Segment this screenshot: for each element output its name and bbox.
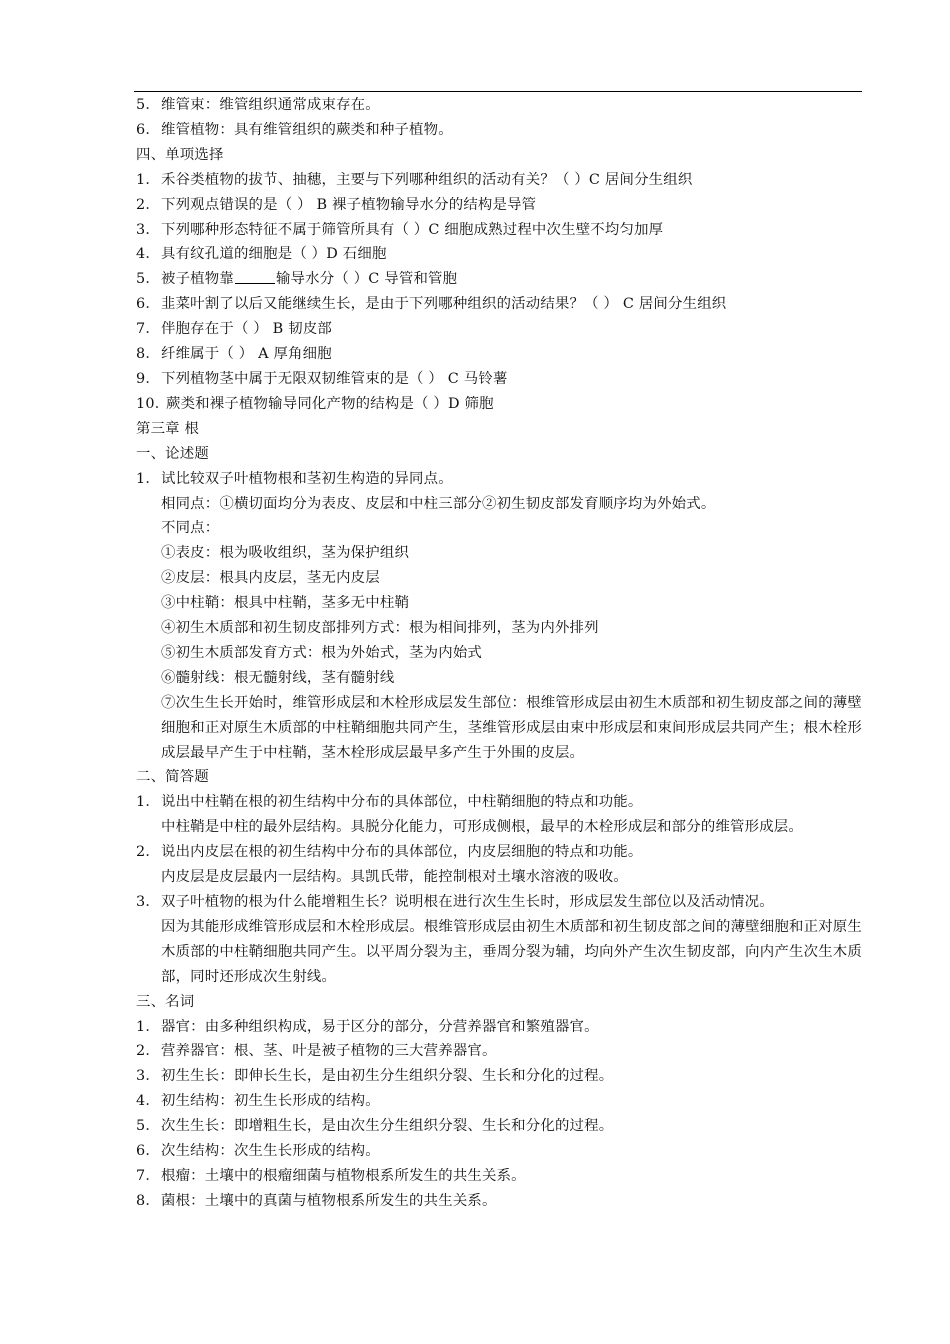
essay-diff-point: ⑤初生木质部发育方式：根为外始式，茎为内始式 — [161, 644, 482, 661]
document-body — [136, 93, 862, 1214]
item-text — [161, 267, 862, 292]
item-number: 6． — [136, 1143, 160, 1160]
section-heading-mcq: 四、单项选择 — [136, 146, 224, 163]
item-number: 4． — [136, 246, 160, 263]
item-text: 伴胞存在于（ ） B 韧皮部 — [161, 321, 333, 338]
chapter-title: 第三章 根 — [136, 420, 200, 437]
item-text: 试比较双子叶植物根和茎初生构造的异同点。 — [161, 470, 453, 487]
item-number: 3． — [136, 894, 160, 910]
term-item — [136, 1114, 862, 1139]
short-answer: 因为其能形成维管形成层和木栓形成层。根维管形成层由初生木质部和初生韧皮部之间的薄壁细胞和正对原生木质部的中柱鞘细胞共同产生。以平周分裂为主，垂周分裂为辅，均向外产生次生韧皮部，向内产生次生木质部，同时还形成次生射线。 — [161, 918, 862, 985]
section-heading-terms: 三、名词 — [136, 993, 195, 1010]
mcq-item — [136, 218, 862, 243]
item-text: 菌根：土壤中的真菌与植物根系所发生的共生关系。 — [161, 1192, 497, 1209]
essay-diff-point: ③中柱鞘：根具中柱鞘，茎多无中柱鞘 — [161, 595, 410, 612]
essay-question — [136, 467, 862, 492]
section-heading-short: 二、简答题 — [136, 769, 209, 786]
list-item — [136, 93, 862, 118]
mcq-item — [136, 317, 862, 342]
item-text: 双子叶植物的根为什么能增粗生长？说明根在进行次生生长时，形成层发生部位以及活动情况。 — [161, 894, 774, 910]
item-text: 说出中柱鞘在根的初生结构中分布的具体部位，中柱鞘细胞的特点和功能。 — [161, 794, 643, 811]
item-number: 1． — [136, 470, 160, 487]
item-number: 6． — [136, 296, 160, 313]
short-question — [136, 840, 862, 865]
item-text: 维管植物：具有维管组织的蕨类和种子植物。 — [161, 121, 453, 138]
essay-diff-point: ①表皮：根为吸收组织，茎为保护组织 — [161, 545, 410, 562]
item-number: 8． — [136, 1192, 160, 1209]
item-text: 蕨类和裸子植物输导同化产物的结构是（ ）D 筛胞 — [166, 395, 494, 412]
item-text: 营养器官：根、茎、叶是被子植物的三大营养器官。 — [161, 1043, 497, 1060]
essay-diff-label: 不同点： — [161, 520, 220, 537]
essay-diff-point: ⑦次生生长开始时，维管形成层和木栓形成层发生部位：根维管形成层由初生木质部和初生韧皮部之间的薄壁细胞和正对原生木质部的中柱鞘细胞共同产生，茎维管形成层由束中形成层和束间形成层共同产生；根木栓形成层最早产生于中柱鞘，茎木栓形成层最早多产生于外围的皮层。 — [161, 694, 862, 761]
essay-diff-point: ⑥髓射线：根无髓射线，茎有髓射线 — [161, 669, 395, 686]
item-text: 具有纹孔道的细胞是（ ）D 石细胞 — [161, 246, 387, 263]
essay-diff-point: ②皮层：根具内皮层，茎无内皮层 — [161, 570, 380, 587]
item-text: 维管束：维管组织通常成束存在。 — [161, 97, 380, 113]
list-item — [136, 118, 862, 143]
item-text: 下列哪种形态特征不属于筛管所具有（ ）C 细胞成熟过程中次生壁不均匀加厚 — [161, 221, 664, 238]
item-text: 初生生长：即伸长生长，是由初生分生组织分裂、生长和分化的过程。 — [161, 1068, 614, 1085]
term-item — [136, 1039, 862, 1064]
short-question — [136, 790, 862, 815]
item-number: 8． — [136, 346, 160, 363]
item-text: 禾谷类植物的拔节、抽穗，主要与下列哪种组织的活动有关？（ ）C 居间分生组织 — [161, 171, 693, 188]
item-text: 说出内皮层在根的初生结构中分布的具体部位，内皮层细胞的特点和功能。 — [161, 844, 643, 861]
mcq-item — [136, 392, 862, 417]
item-text-part: 被子植物靠 — [161, 271, 234, 288]
item-number: 5． — [136, 97, 160, 113]
term-item — [136, 1139, 862, 1164]
short-answer: 内皮层是皮层最内一层结构。具凯氏带，能控制根对土壤水溶液的吸收。 — [161, 869, 628, 886]
item-number: 2． — [136, 844, 160, 861]
item-number: 3． — [136, 1068, 160, 1085]
mcq-item — [136, 193, 862, 218]
essay-diff-point: ④初生木质部和初生韧皮部排列方式：根为相间排列，茎为内外排列 — [161, 620, 599, 637]
term-item — [136, 1064, 862, 1089]
item-number: 5． — [136, 271, 160, 288]
header-rule — [134, 91, 862, 92]
item-text: 根瘤：土壤中的根瘤细菌与植物根系所发生的共生关系。 — [161, 1167, 526, 1184]
item-number: 7． — [136, 321, 160, 338]
item-text: 次生生长：即增粗生长，是由次生分生组织分裂、生长和分化的过程。 — [161, 1118, 614, 1135]
mcq-item — [136, 367, 862, 392]
fill-in-blank — [235, 271, 275, 284]
item-text: 韭菜叶割了以后又能继续生长，是由于下列哪种组织的活动结果？（ ） C 居间分生组织 — [161, 296, 727, 313]
mcq-item — [136, 292, 862, 317]
section-heading-essay: 一、论述题 — [136, 445, 209, 462]
item-number: 2． — [136, 1043, 160, 1060]
item-number: 7． — [136, 1167, 160, 1184]
item-text: 下列植物茎中属于无限双韧维管束的是（ ） C 马铃薯 — [161, 370, 508, 387]
item-number: 2． — [136, 196, 160, 213]
essay-same-points: 相同点：①横切面均分为表皮、皮层和中柱三部分②初生韧皮部发育顺序均为外始式。 — [161, 495, 716, 512]
item-text-part: 输导水分（ ）C 导管和管胞 — [275, 271, 458, 288]
item-number: 4． — [136, 1093, 160, 1110]
item-number: 3． — [136, 221, 160, 238]
short-question — [136, 890, 862, 915]
mcq-item — [136, 242, 862, 267]
item-text: 次生结构：次生生长形成的结构。 — [161, 1143, 380, 1160]
item-number: 10． — [136, 395, 170, 412]
term-item — [136, 1015, 862, 1040]
item-text: 纤维属于（ ） A 厚角细胞 — [161, 346, 332, 363]
mcq-item — [136, 342, 862, 367]
item-number: 1． — [136, 794, 160, 811]
mcq-item — [136, 168, 862, 193]
item-text: 初生结构：初生生长形成的结构。 — [161, 1093, 380, 1110]
mcq-item — [136, 267, 862, 292]
term-item — [136, 1164, 862, 1189]
item-number: 1． — [136, 171, 160, 188]
item-number: 5． — [136, 1118, 160, 1135]
item-text: 器官：由多种组织构成，易于区分的部分，分营养器官和繁殖器官。 — [161, 1018, 599, 1035]
item-number: 6． — [136, 121, 160, 138]
term-item — [136, 1089, 862, 1114]
item-text: 下列观点错误的是（ ） B 裸子植物输导水分的结构是导管 — [161, 196, 537, 213]
item-number: 1． — [136, 1018, 160, 1035]
term-item — [136, 1189, 862, 1214]
short-answer: 中柱鞘是中柱的最外层结构。具脱分化能力，可形成侧根，最早的木栓形成层和部分的维管形成层。 — [161, 819, 803, 836]
item-number: 9． — [136, 370, 160, 387]
